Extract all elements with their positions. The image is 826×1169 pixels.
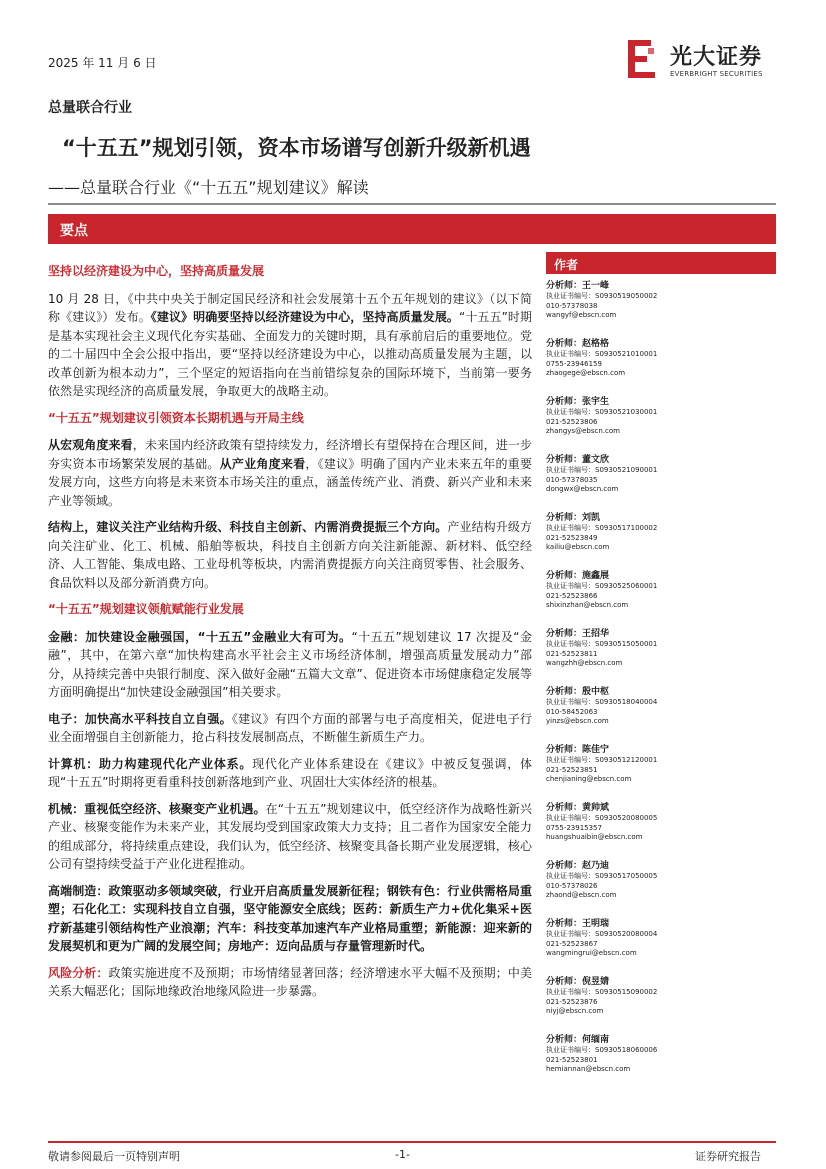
bold-text-run: 《建议》明确要坚持以经济建设为中心，坚持高质量发展。: [150, 310, 460, 324]
analyst-name: 分析师：王明瑞: [546, 919, 610, 929]
analyst-cert: 执业证书编号：S0930521030001: [546, 408, 658, 416]
risk-paragraph: [48, 964, 532, 1001]
analyst-cert: 执业证书编号：S0930517050005: [546, 872, 658, 880]
company-logo: [628, 40, 778, 84]
main-content: [48, 262, 532, 1009]
analyst-name: 分析师：董文欣: [546, 455, 610, 465]
keypoints-banner: [48, 214, 776, 244]
analyst-phone: 021-52523876: [546, 997, 598, 1006]
analyst-phone: 010-57378035: [546, 475, 598, 484]
analyst-name: 分析师：赵格格: [546, 339, 610, 349]
analyst-entry: [546, 454, 776, 506]
text-run: 产业结构升级方向关注矿业、化工、机械、船舶等板块，科技自主创新方向关注新能源、新材料、低空经济、人工智能、集成电路、工业母机等板块，内需消费提振方向关注商贸零售、社会服务、食品饮料以及部分新消费方向。: [48, 520, 532, 590]
analyst-entry: [546, 570, 776, 622]
analyst-name: 分析师：张宇生: [546, 397, 610, 407]
analyst-entry: [546, 338, 776, 390]
section-heading: “十五五”规划建议领航赋能行业发展: [48, 602, 244, 616]
analyst-entry: [546, 860, 776, 912]
risk-label: 风险分析：: [48, 965, 109, 980]
analyst-phone: 021-52523801: [546, 1055, 598, 1064]
text-run: “十五五”时期是基本实现社会主义现代化夯实基础、全面发力的关键时期，具有承前启后的重要地位。党的二十届四中全会公报中指出，要“坚持以经济建设为中心，以推动高质量发展为主题，以改革创新为根本动力”，三个坚定的短语指向在当前错综复杂的国际环境下，当前第一要务依然是实现经济的高质量发展，争取更大的战略主动。: [48, 310, 532, 398]
analyst-email: hemiannan@ebscn.com: [546, 1065, 631, 1073]
bold-text-run: 从宏观角度来看: [48, 438, 133, 452]
analyst-phone: 021-52523867: [546, 939, 598, 948]
analyst-name: 分析师：赵乃迪: [546, 861, 610, 871]
text-run: 现代化产业体系建设在《建议》中被反复强调，体现“十五五”时期将更看重科技创新落地到产业、巩固壮大实体经济的根基。: [48, 756, 532, 789]
analyst-cert: 执业证书编号：S0930521010001: [546, 350, 658, 358]
page-number: -1-: [395, 1148, 410, 1161]
analyst-phone: 021-52523806: [546, 417, 598, 426]
analyst-entry: [546, 628, 776, 680]
analyst-cert: 执业证书编号：S0930518060006: [546, 1046, 658, 1054]
text-run: ，《建议》明确了国内产业未来五年的重要发展方向，这些方向将是未来资本市场关注的重点，涵盖传统产业、消费、新兴产业和未来产业等领域。: [48, 456, 532, 508]
text-run: 政策实施进度不及预期；市场情绪显著回落；经济增速水平大幅不及预期；中美关系大幅恶化；国际地缘政治地缘风险进一步暴露。: [48, 965, 532, 998]
analyst-email: zhaond@ebscn.com: [546, 891, 617, 899]
analyst-email: wangyf@ebscn.com: [546, 311, 617, 319]
analyst-entry: [546, 280, 776, 332]
analyst-cert: 执业证书编号：S0930525060001: [546, 582, 658, 590]
analyst-cert: 执业证书编号：S0930515090002: [546, 988, 658, 996]
analyst-list: [546, 280, 776, 1086]
bold-text-run: 计算机：助力构建现代化产业体系。: [48, 756, 253, 771]
analyst-phone: 010-58452063: [546, 707, 598, 716]
logo-mark-icon: [628, 40, 656, 78]
analyst-cert: 执业证书编号：S0930519050002: [546, 292, 658, 300]
bold-text-run: 电子：加快高水平科技自立自强。: [48, 711, 232, 726]
analyst-cert: 执业证书编号：S0930512120001: [546, 756, 658, 764]
analyst-phone: 0755-23915357: [546, 823, 602, 832]
analyst-cert: 执业证书编号：S0930515050001: [546, 640, 658, 648]
bold-text-run: 高端制造：政策驱动多领域突破，行业开启高质量发展新征程；钢铁有色：行业供需格局重塑；石化化工：实现科技自立自强，坚守能源安全底线；医药：新质生产力+优化集采+医疗新基建引领结构性产业浪潮；汽车：科技变革加速汽车产业格局重塑；新能源：迎来新的发展契机和更为广阔的发展空间；房地产：迈向品质与存量管理新时代。: [48, 883, 532, 953]
bold-text-run: 结构上，建议关注产业结构升级、科技自主创新、内需消费提振三个方向。: [48, 520, 448, 534]
analyst-name: 分析师：倪昱婧: [546, 977, 610, 987]
analyst-email: huangshuaibin@ebscn.com: [546, 833, 643, 841]
analyst-cert: 执业证书编号：S0930521090001: [546, 466, 658, 474]
analyst-phone: 021-52523851: [546, 765, 598, 774]
analyst-phone: 021-52523866: [546, 591, 598, 600]
analyst-name: 分析师：施鑫展: [546, 571, 610, 581]
analyst-cert: 执业证书编号：S0930517100002: [546, 524, 658, 532]
analyst-email: zhangys@ebscn.com: [546, 427, 620, 435]
analyst-phone: 0755-23946159: [546, 359, 602, 368]
logo-text-en: EVERBRIGHT SECURITIES: [670, 70, 763, 78]
analyst-email: shixinzhan@ebscn.com: [546, 601, 629, 609]
footer-divider: [48, 1141, 776, 1143]
analyst-phone: 021-52523849: [546, 533, 598, 542]
industry-label: 总量联合行业: [48, 100, 132, 116]
paragraph: [48, 518, 532, 592]
authors-header: [546, 252, 776, 274]
analyst-phone: 010-57378026: [546, 881, 598, 890]
text-run: 在“十五五”规划建议中，低空经济作为战略性新兴产业、核聚变能作为未来产业，其发展均受到国家政策大力支持；且二者作为国家安全能力的组成部分，将持续重点建设，我们认为，低空经济、核聚变具备长期产业发展逻辑，核心公司有望持续受益于产业化进程推动。: [48, 801, 532, 871]
text-run: “十五五”规划建议 17 次提及“金融”，其中，在第六章“加快构建高水平社会主义市场经济体制，增强高质量发展动力”部分，从持续完善中央银行制度、深入做好金融“五篇大文章”、促进资本市场健康稳定发展等方面明确提出“加快建设金融强国”相关要求。: [48, 629, 532, 699]
analyst-entry: [546, 512, 776, 564]
footer-report-type: 证券研究报告: [695, 1150, 761, 1163]
footer-disclaimer: 敬请参阅最后一页特别声明: [48, 1150, 180, 1163]
report-title: “十五五”规划引领，资本市场谱写创新升级新机遇: [62, 136, 531, 160]
analyst-phone: 010-57378038: [546, 301, 598, 310]
analyst-name: 分析师：王一峰: [546, 281, 610, 291]
analyst-name: 分析师：殷中枢: [546, 687, 610, 697]
paragraph: [48, 710, 532, 747]
analyst-name: 分析师：黄帅斌: [546, 803, 610, 813]
analyst-email: yinzs@ebscn.com: [546, 717, 609, 725]
text-run: ，未来国内经济政策有望持续发力，经济增长有望保持在合理区间，进一步夯实资本市场繁荣发展的基础。: [48, 438, 532, 471]
paragraph: [48, 628, 532, 702]
analyst-email: wangzhh@ebscn.com: [546, 659, 623, 667]
analyst-email: niyj@ebscn.com: [546, 1007, 604, 1015]
logo-text-cn: 光大证券: [670, 45, 763, 70]
analyst-entry: [546, 918, 776, 970]
analyst-cert: 执业证书编号：S0930520080004: [546, 930, 658, 938]
authors-label: 作者: [554, 258, 579, 272]
analyst-email: dongwx@ebscn.com: [546, 485, 619, 493]
analyst-email: kailiu@ebscn.com: [546, 543, 610, 551]
text-run: 10 月 28 日，《中共中央关于制定国民经济和社会发展第十五个五年规划的建议》（以下简称《建议》）发布。: [48, 291, 532, 324]
authors-sidebar: [546, 252, 776, 1086]
analyst-name: 分析师：陈佳宁: [546, 745, 610, 755]
title-divider: [48, 203, 776, 205]
section-heading: “十五五”规划建议引领资本长期机遇与开局主线: [48, 410, 304, 425]
analyst-phone: 021-52523811: [546, 649, 598, 658]
analyst-entry: [546, 802, 776, 854]
paragraph: [48, 290, 532, 401]
analyst-email: wangmingrui@ebscn.com: [546, 949, 637, 957]
bold-text-run: 金融：加快建设金融强国，“十五五”金融业大有可为。: [48, 629, 352, 644]
analyst-email: chenjianing@ebscn.com: [546, 775, 632, 783]
report-date: 2025 年 11 月 6 日: [48, 56, 157, 70]
analyst-name: 分析师：何缅南: [546, 1035, 610, 1045]
analyst-entry: [546, 396, 776, 448]
analyst-entry: [546, 686, 776, 738]
analyst-cert: 执业证书编号：S0930520080005: [546, 814, 658, 822]
analyst-entry: [546, 1034, 776, 1086]
section-heading: 坚持以经济建设为中心，坚持高质量发展: [48, 264, 265, 278]
analyst-name: 分析师：刘凯: [546, 513, 601, 523]
bold-text-run: 机械：重视低空经济、核聚变产业机遇。: [48, 801, 266, 816]
paragraph: [48, 800, 532, 874]
analyst-cert: 执业证书编号：S0930518040004: [546, 698, 658, 706]
analyst-email: zhaogege@ebscn.com: [546, 369, 626, 377]
keypoints-label: 要点: [60, 223, 88, 239]
report-subtitle: ——总量联合行业《“十五五”规划建议》解读: [48, 178, 369, 197]
analyst-entry: [546, 976, 776, 1028]
analyst-entry: [546, 744, 776, 796]
paragraph: [48, 882, 532, 956]
text-run: 《建议》有四个方面的部署与电子高度相关，促进电子行业全面增强自主创新能力，抢占科技发展制高点，不断催生新质生产力。: [48, 711, 532, 744]
bold-text-run: 从产业角度来看: [219, 456, 306, 471]
paragraph: [48, 755, 532, 792]
paragraph: [48, 436, 532, 510]
analyst-name: 分析师：王招华: [546, 629, 610, 639]
